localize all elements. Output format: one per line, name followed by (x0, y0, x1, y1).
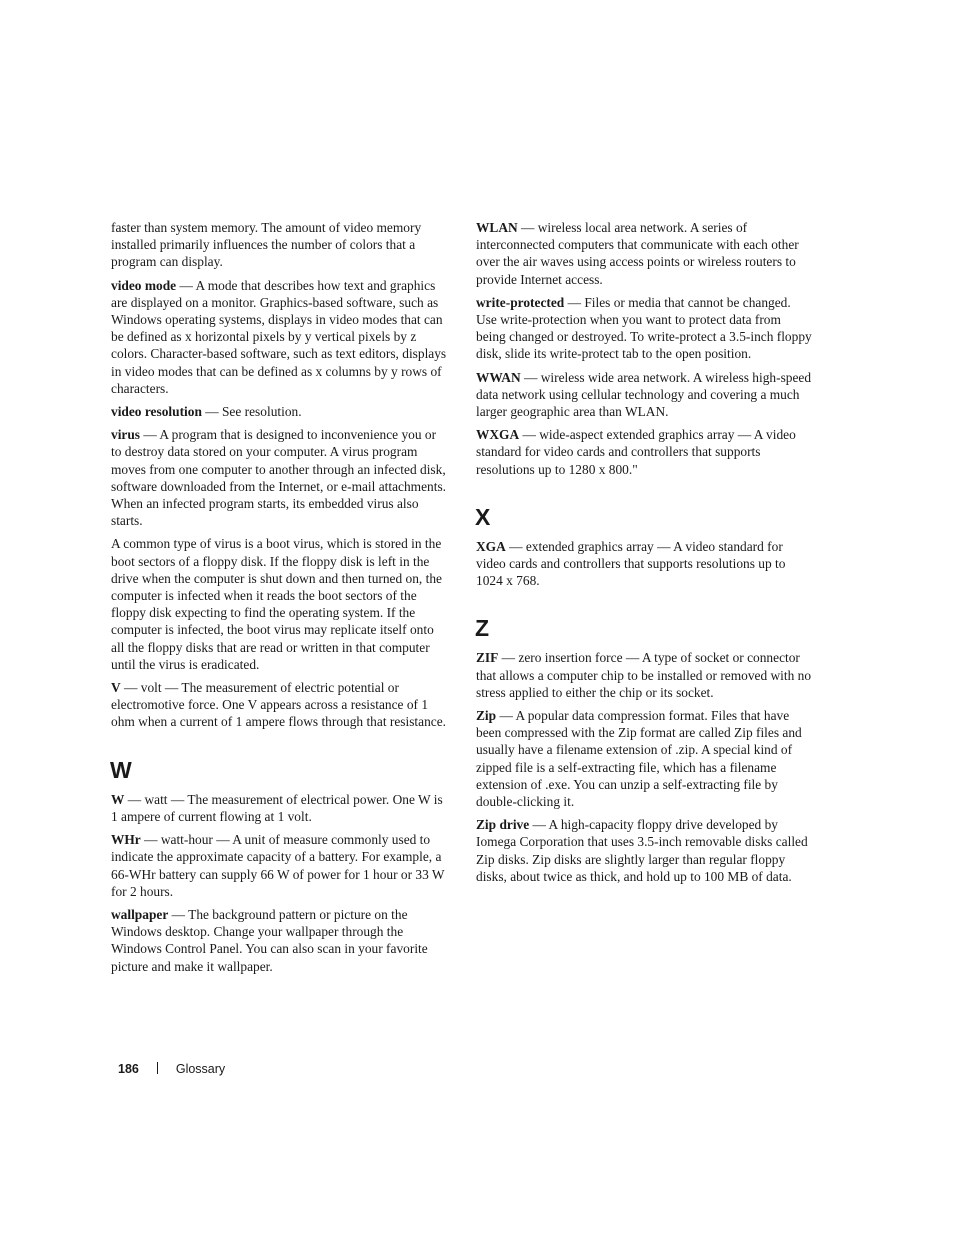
left-column (111, 219, 447, 981)
entry-term: video resolution (111, 404, 202, 420)
entry-definition: A common type of virus is a boot virus, which is stored in the boot sectors of a floppy disk. If the floppy disk is left in the drive when the computer is shut down and then turned on, the computer is infected when it reads the boot sectors of the floppy disk expecting to find the operating system. If the computer is infected, the boot virus may replicate itself onto all the floppy disks that are read or written in that computer until the virus is eradicated. (111, 536, 442, 672)
entry-term: XGA (476, 538, 506, 554)
entry-term: ZIF (476, 650, 499, 666)
entry-definition: — wide-aspect extended graphics array — A video standard for video cards and controllers that supports resolutions up to 1280 x 800." (476, 427, 796, 477)
entry-term: Zip (476, 708, 497, 724)
entry-term: V (111, 680, 121, 696)
glossary-entry (111, 426, 447, 529)
glossary-entry (111, 403, 447, 420)
glossary-entry (476, 294, 813, 363)
entry-definition: — A popular data compression format. Files that have been compressed with the Zip format are called Zip files and usually have a filename extension of .zip. A special kind of zipped file is a self-extracting file, which has a filename extension of .exe. You can unzip a self-extracting file by double-clicking it. (476, 708, 802, 810)
entry-term: WWAN (476, 369, 521, 385)
glossary-entry (476, 707, 813, 810)
entry-definition: — Files or media that cannot be changed. Use write-protection when you want to protect data from being changed or destroyed. To write-protect a 3.5-inch floppy disk, slide its write-protect tab to the open position. (476, 294, 812, 362)
entry-definition: — zero insertion force — A type of socket or connector that allows a computer chip to be installed or removed with no stress applied to either the chip or its socket. (476, 650, 812, 700)
entry-term: WLAN (476, 220, 518, 235)
entry-term: virus (111, 427, 141, 443)
entry-term: WHr (111, 832, 141, 848)
glossary-entry (111, 535, 447, 673)
entry-definition: faster than system memory. The amount of video memory installed primarily influences the number of colors that a program can display. (111, 220, 422, 270)
entry-definition: — extended graphics array — A video standard for video cards and controllers that supports resolutions up to 1024 x 768. (476, 538, 786, 589)
entry-term: WXGA (476, 427, 520, 443)
entry-definition: — See resolution. (201, 404, 302, 420)
glossary-entry (111, 219, 447, 271)
entry-definition: — A program that is designed to inconvenience you or to destroy data stored on your computer. A virus program moves from one computer to another through an infected disk, software downloaded from the Internet, or e-mail attachments. When an infected program starts, its embedded virus also starts. (111, 427, 447, 529)
entry-definition: — A mode that describes how text and graphics are displayed on a monitor. Graphics-based software, such as Windows operating systems, displays in video modes that can be defined as x horizontal pixels by y vertical pixels by z colors. Character-based software, such as text editors, displays in video modes that can be defined as x columns by y rows of characters. (111, 277, 447, 396)
section-heading-x: X (475, 503, 491, 530)
glossary-entry (476, 538, 813, 590)
glossary-entry (111, 679, 447, 731)
entry-definition: — wireless wide area network. A wireless high-speed data network using cellular technology and covering a much larger geographic area than WLAN. (476, 369, 812, 420)
glossary-entry (476, 649, 813, 701)
entry-term: video mode (111, 277, 177, 293)
page-number: 186 (118, 1062, 139, 1076)
entry-definition: — wireless local area network. A series of interconnected computers that communicate with each other over the air waves using access points or wireless routers to provide Internet access. (476, 220, 799, 287)
glossary-entry (476, 426, 813, 478)
entry-term: Zip drive (476, 817, 530, 833)
glossary-entry (476, 816, 813, 885)
page-footer (118, 1062, 225, 1076)
glossary-entry (476, 369, 813, 421)
glossary-entry (476, 219, 813, 288)
entry-term: W (111, 791, 125, 807)
right-column (476, 219, 813, 891)
section-heading-w: W (110, 756, 132, 783)
footer-divider (157, 1062, 158, 1074)
section-heading-z: Z (475, 615, 490, 642)
section-name: Glossary (175, 1062, 226, 1076)
glossary-entry (111, 831, 447, 900)
glossary-entry (111, 791, 447, 825)
entry-definition: — volt — The measurement of electric potential or electromotive force. One V appears across a resistance of 1 ohm when a current of 1 ampere flows through that resistance. (111, 680, 447, 730)
entry-definition: — A high-capacity floppy drive developed by Iomega Corporation that uses 3.5-inch removable disks called Zip disks. Zip disks are slightly larger than regular floppy disks, about twice as thick, and hold up to 100 MB of data. (476, 817, 808, 884)
entry-term: wallpaper (111, 906, 169, 922)
entry-definition: — watt-hour — A unit of measure commonly used to indicate the approximate capacity of a battery. For example, a 66-WHr battery can supply 66 W of power for 1 hour or 33 W for 2 hours. (111, 832, 445, 899)
entry-definition: — The background pattern or picture on the Windows desktop. Change your wallpaper through the Windows Control Panel. You can also scan in your favorite picture and make it wallpaper. (111, 906, 428, 974)
glossary-entry (111, 906, 447, 975)
glossary-entry (111, 277, 447, 397)
entry-definition: — watt — The measurement of electrical power. One W is 1 ampere of current flowing at 1 volt. (111, 791, 443, 824)
entry-term: write-protected (476, 294, 565, 310)
